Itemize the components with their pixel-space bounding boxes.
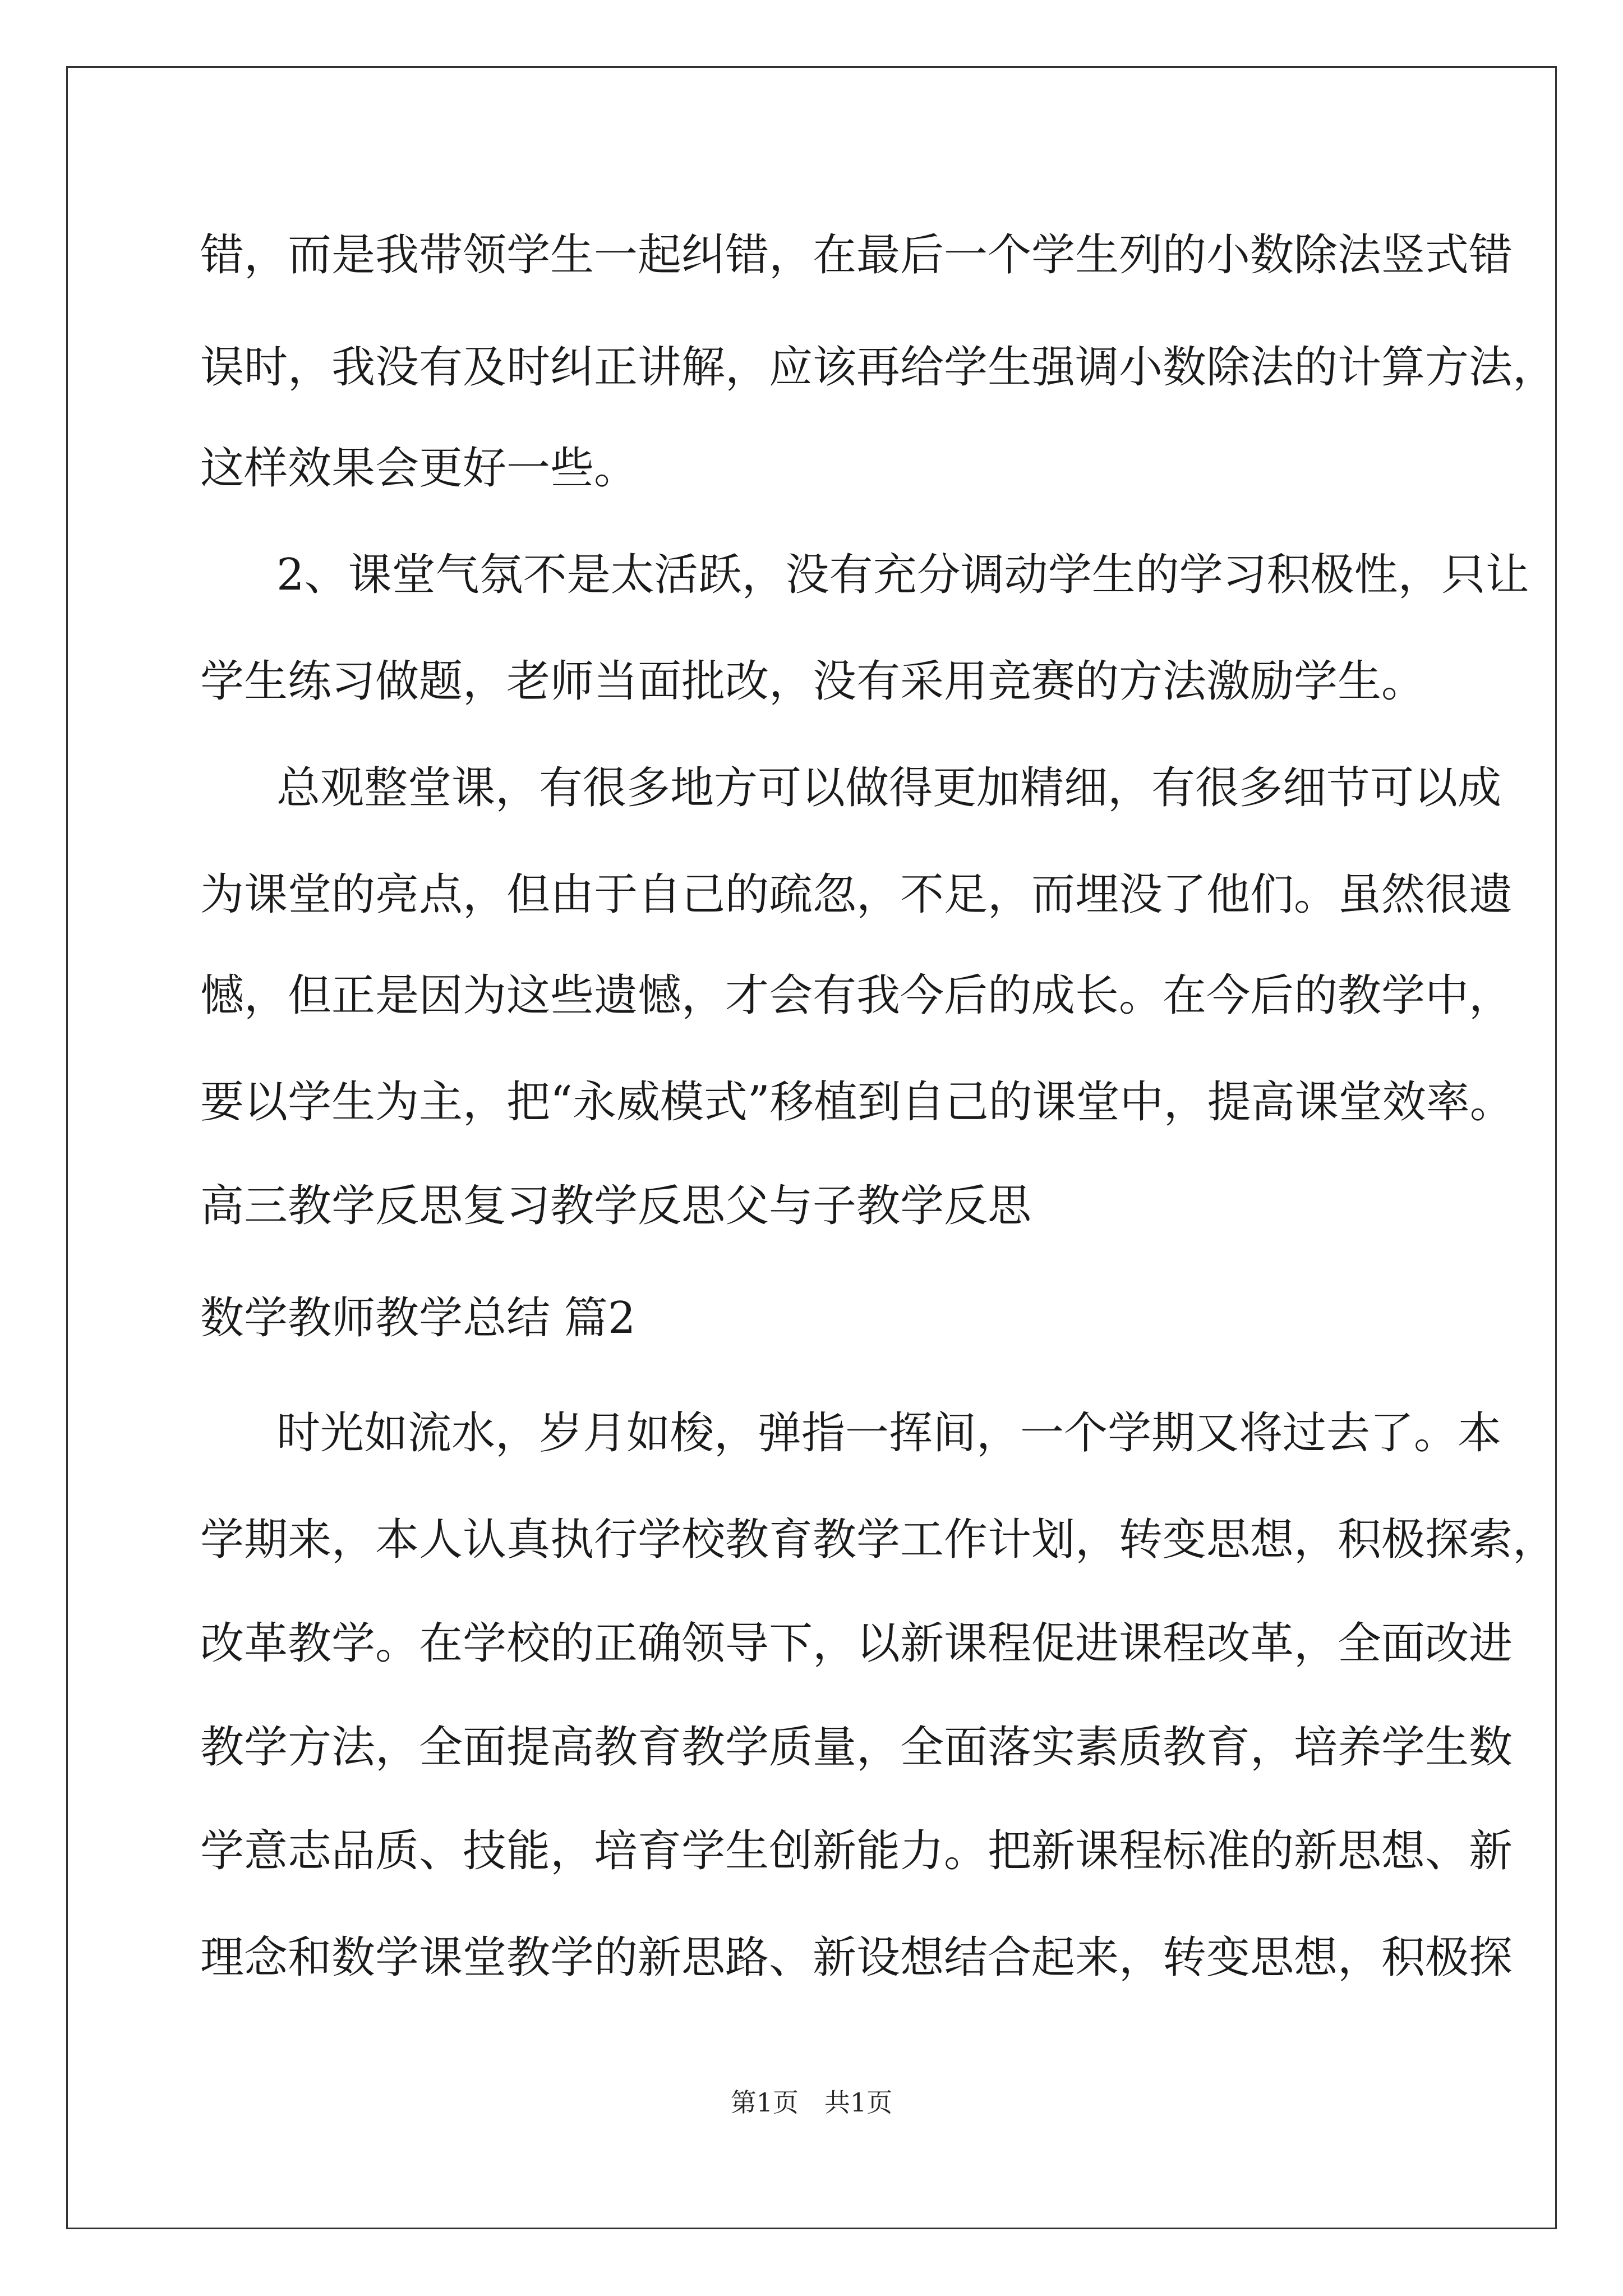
page-number: 第1页 共1页 — [730, 2087, 893, 2118]
body-line: 憾，但正是因为这些遗憾，才会有我今后的成长。在今后的教学中， — [200, 970, 1513, 1021]
body-line: 错，而是我带领学生一起纠错，在最后一个学生列的小数除法竖式错 — [200, 230, 1513, 280]
body-line: 时光如流水，岁月如梭，弹指一挥间，一个学期又将过去了。本 — [276, 1408, 1502, 1458]
body-line: 学意志品质、技能，培育学生创新能力。把新课程标准的新思想、新 — [200, 1826, 1513, 1876]
body-line: 这样效果会更好一些。 — [200, 443, 638, 494]
section-heading: 数学教师教学总结 篇2 — [200, 1293, 636, 1343]
body-line: 误时，我没有及时纠正讲解，应该再给学生强调小数除法的计算方法， — [200, 342, 1557, 393]
body-line: 理念和数学课堂教学的新思路、新设想结合起来，转变思想，积极探 — [200, 1932, 1513, 1983]
body-line: 学生练习做题，老师当面批改，没有采用竞赛的方法激励学生。 — [200, 656, 1426, 707]
related-links-line: 高三教学反思复习教学反思父与子教学反思 — [200, 1181, 1032, 1231]
body-line: 总观整堂课，有很多地方可以做得更加精细，有很多细节可以成 — [276, 763, 1502, 813]
body-line: 学期来，本人认真执行学校教育教学工作计划，转变思想，积极探索， — [200, 1515, 1557, 1565]
body-line: 2、课堂气氛不是太活跃，没有充分调动学生的学习积极性，只让 — [276, 550, 1529, 600]
body-line: 为课堂的亮点，但由于自己的疏忽，不足，而埋没了他们。虽然很遗 — [200, 869, 1513, 920]
body-line: 改革教学。在学校的正确领导下，以新课程促进课程改革，全面改进 — [200, 1618, 1513, 1669]
body-line: 要以学生为主，把“永威模式”移植到自己的课堂中，提高课堂效率。 — [200, 1077, 1514, 1128]
body-line: 教学方法，全面提高教育教学质量，全面落实素质教育，培养学生数 — [200, 1722, 1513, 1773]
